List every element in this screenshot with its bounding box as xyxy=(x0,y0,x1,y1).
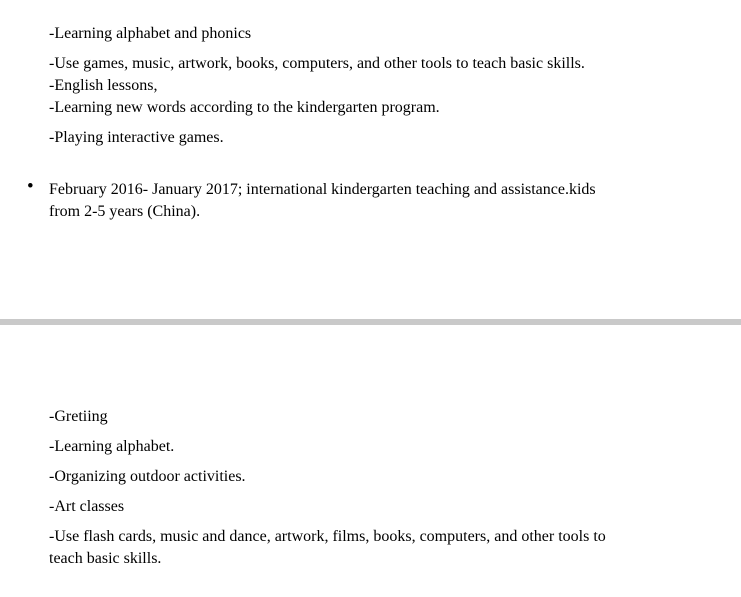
duty-line-flash-cards-2: teach basic skills. xyxy=(49,550,162,567)
duty-line-interactive-games: -Playing interactive games. xyxy=(49,129,224,146)
duty-line-english-lessons: -English lessons, xyxy=(49,77,158,94)
duty-line-flash-cards-1: -Use flash cards, music and dance, artwork, films, books, computers, and other tools to xyxy=(49,528,606,545)
duty-line-alphabet-phonics: -Learning alphabet and phonics xyxy=(49,25,252,42)
experience-bullet-line-2: from 2-5 years (China). xyxy=(49,203,201,220)
duty-line-learning-alphabet: -Learning alphabet. xyxy=(49,438,175,455)
duty-line-use-games: -Use games, music, artwork, books, computers, and other tools to teach basic skills. xyxy=(49,55,585,72)
duty-line-art-classes: -Art classes xyxy=(49,498,125,515)
bullet-marker-icon: • xyxy=(27,176,34,197)
duty-line-outdoor-activities: -Organizing outdoor activities. xyxy=(49,468,246,485)
page-break-divider xyxy=(0,319,741,325)
experience-bullet-line-1: February 2016- January 2017; international kindergarten teaching and assistance.kids xyxy=(49,181,596,198)
duty-line-new-words: -Learning new words according to the kindergarten program. xyxy=(49,99,440,116)
duty-line-greeting: -Gretiing xyxy=(49,408,108,425)
